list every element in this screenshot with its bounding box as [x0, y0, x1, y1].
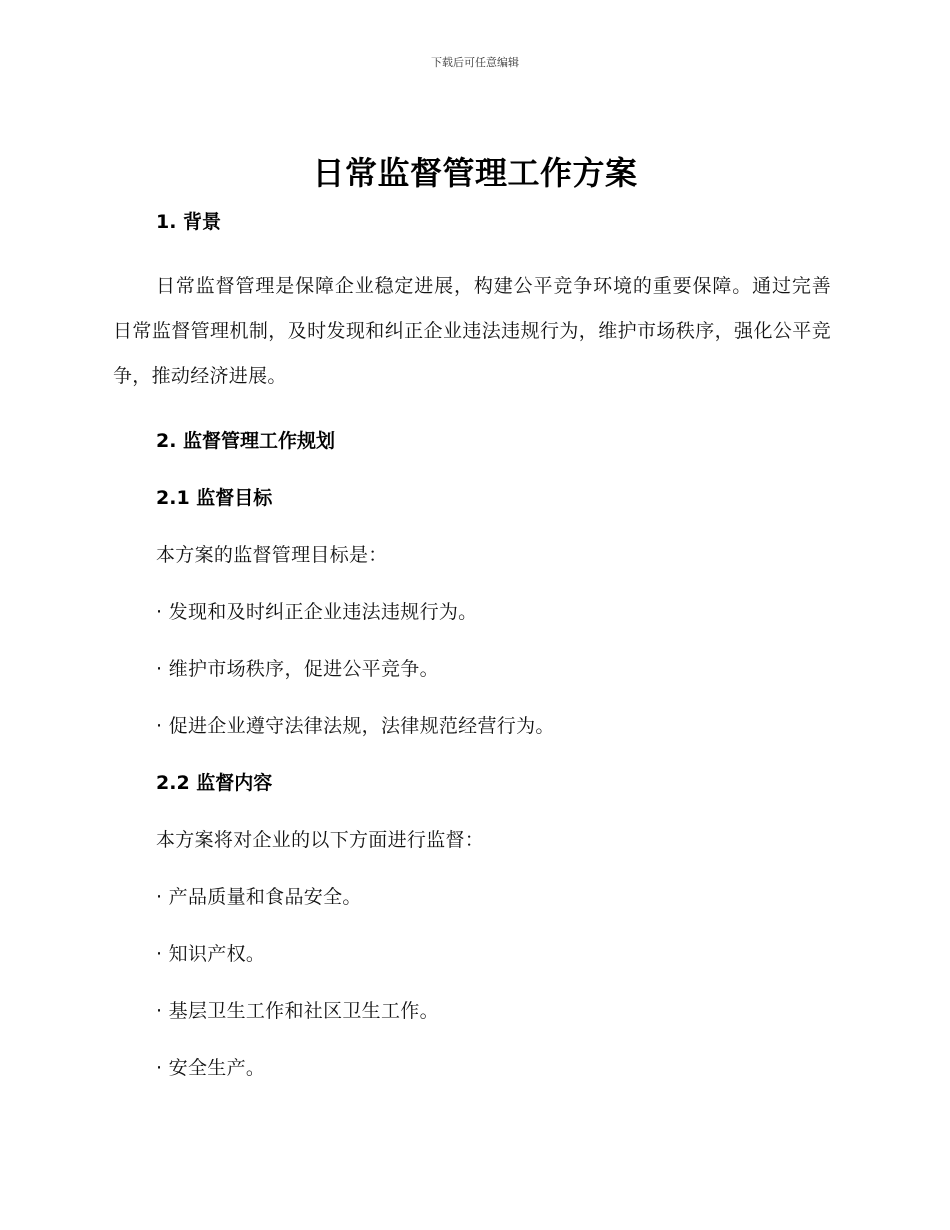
section-heading-goals: 2.1 监督目标: [156, 487, 273, 509]
page-header-note: 下载后可任意编辑: [431, 56, 519, 69]
goals-list-item: · 促进企业遵守法律法规，法律规范经营行为。: [156, 715, 555, 737]
goals-list-item: · 发现和及时纠正企业违法违规行为。: [156, 601, 478, 623]
document-body: [113, 207, 831, 1083]
goals-intro: 本方案的监督管理目标是：: [156, 544, 388, 566]
section-heading-plan: 2. 监督管理工作规划: [156, 430, 336, 452]
contents-list-item: · 安全生产。: [156, 1057, 266, 1079]
contents-list-item: · 基层卫生工作和社区卫生工作。: [156, 1000, 439, 1022]
document-title: 日常监督管理工作方案: [312, 154, 638, 192]
contents-list-item: · 知识产权。: [156, 943, 266, 965]
background-paragraph: 日常监督管理是保障企业稳定进展，构建公平竞争环境的重要保障。通过完善日常监督管理机制，及时发现和纠正企业违法违规行为，维护市场秩序，强化公平竞争，推动经济进展。: [113, 275, 831, 387]
contents-list-item: · 产品质量和食品安全。: [156, 886, 362, 908]
contents-intro: 本方案将对企业的以下方面进行监督：: [156, 829, 485, 851]
goals-list-item: · 维护市场秩序，促进公平竞争。: [156, 658, 439, 680]
section-heading-background: 1. 背景: [156, 211, 222, 233]
section-heading-contents: 2.2 监督内容: [156, 772, 273, 794]
